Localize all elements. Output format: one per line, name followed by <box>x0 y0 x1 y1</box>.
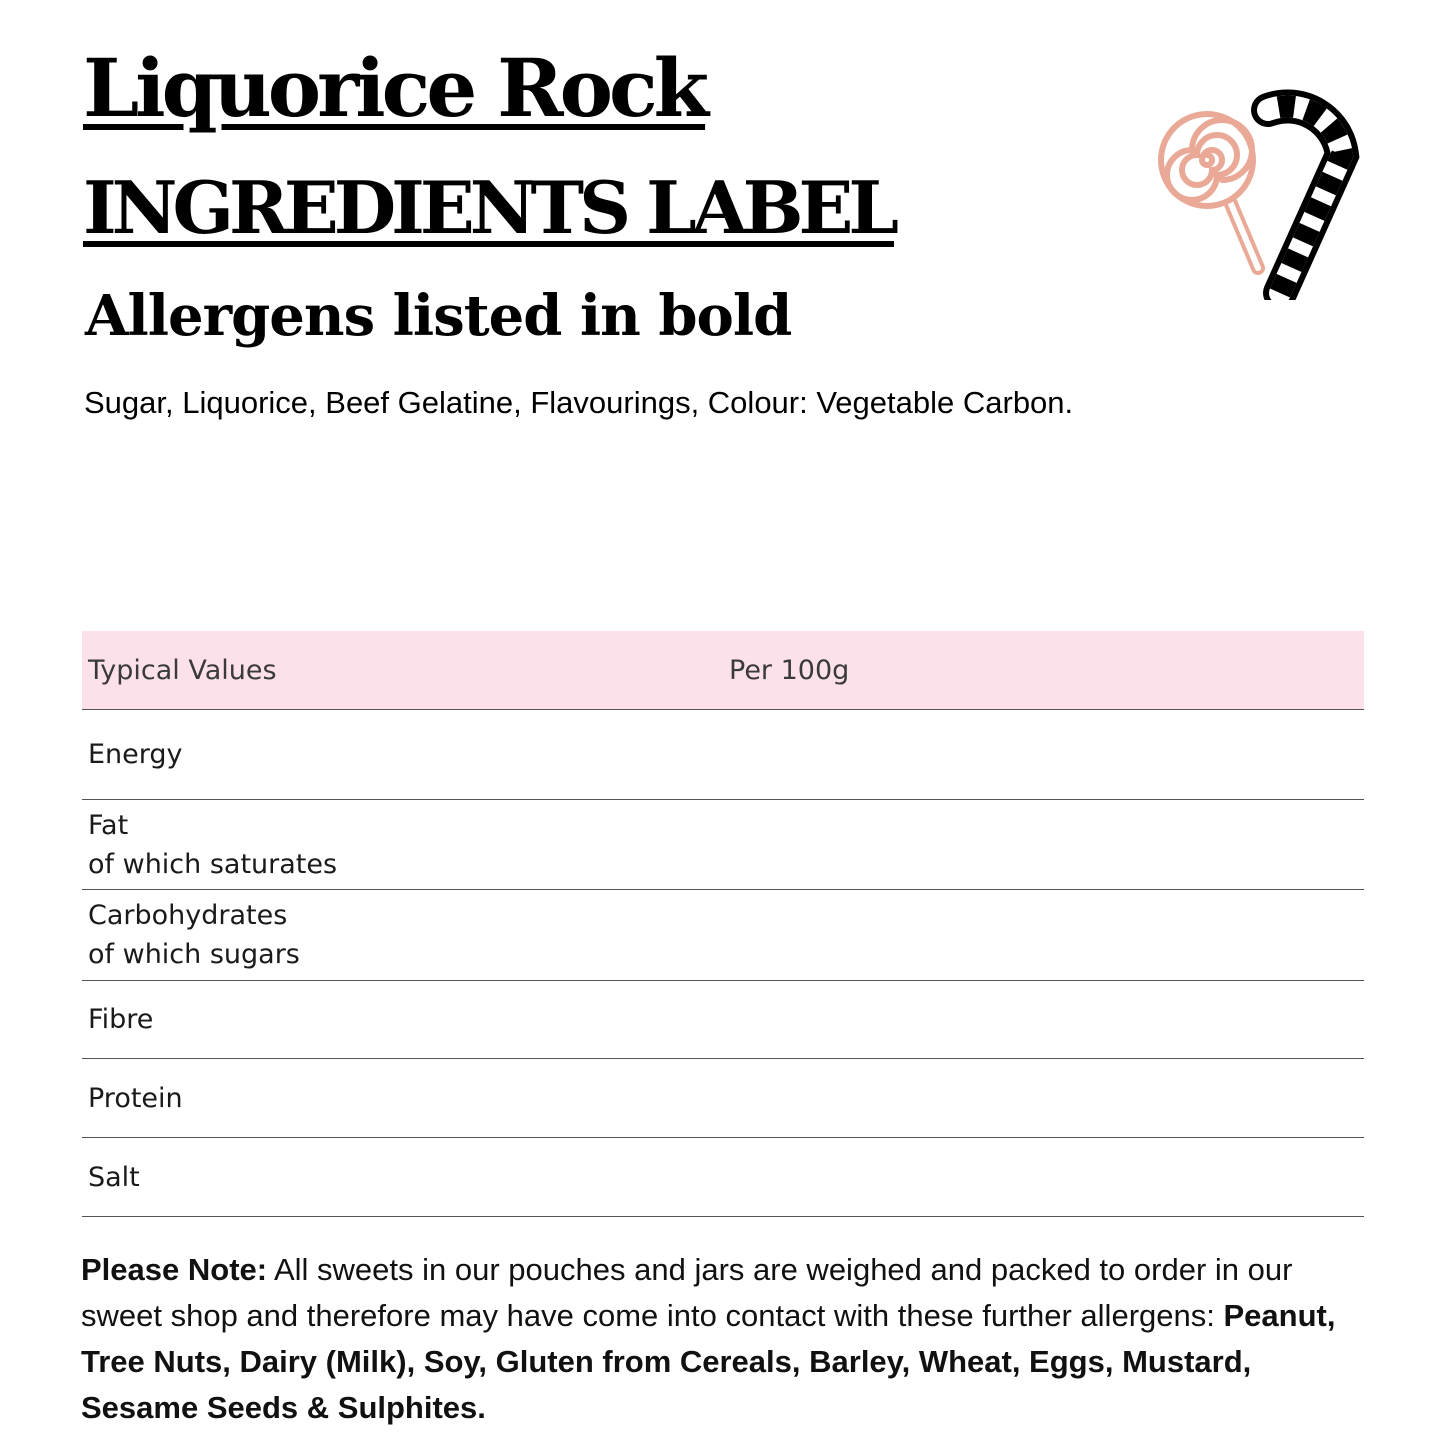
nutrition-row-fibre <box>82 981 1364 1059</box>
nutrition-row-salt <box>82 1138 1364 1217</box>
nutrition-row-carbohydrates <box>82 890 1364 981</box>
note-text: All sweets in our pouches and jars are weighed and packed to order in our sweet shop and therefore may have come into contact with these further allergens: <box>81 1252 1293 1333</box>
candy-cane-icon <box>1268 106 1342 293</box>
allergen-subtitle: Allergens listed in bold <box>85 283 792 349</box>
nutrition-row-fat <box>82 800 1364 890</box>
row-label: Fat <box>88 809 129 841</box>
note-lead: Please Note: <box>81 1252 268 1287</box>
allergen-note <box>81 1247 1371 1431</box>
sweets-illustration <box>1148 55 1393 300</box>
row-label: Protein <box>88 1082 183 1114</box>
nutrition-table <box>82 631 1364 1217</box>
row-sublabel: of which saturates <box>88 848 338 880</box>
row-sublabel: of which sugars <box>88 939 300 970</box>
header-typical-values: Typical Values <box>88 655 277 686</box>
row-label: Energy <box>88 739 183 770</box>
note-allergens: Peanut, Tree Nuts, Dairy (Milk), Soy, Gluten from Cereals, Barley, Wheat, Eggs, Mustard, Sesame Seeds & Sulphites. <box>81 1298 1336 1425</box>
row-label: Fibre <box>88 1004 154 1035</box>
row-label: Salt <box>88 1161 140 1193</box>
nutrition-row-energy <box>82 710 1364 800</box>
nutrition-row-protein <box>82 1059 1364 1138</box>
ingredients-list: Sugar, Liquorice, Beef Gelatine, Flavourings, Colour: Vegetable Carbon. <box>84 385 1074 420</box>
lollipop-icon <box>1158 111 1258 268</box>
row-label: Carbohydrates <box>88 900 288 931</box>
product-title: Liquorice Rock <box>83 41 706 135</box>
header-per-100g: Per 100g <box>729 655 850 686</box>
label-title: INGREDIENTS LABEL <box>83 165 894 250</box>
nutrition-header <box>82 631 1364 710</box>
